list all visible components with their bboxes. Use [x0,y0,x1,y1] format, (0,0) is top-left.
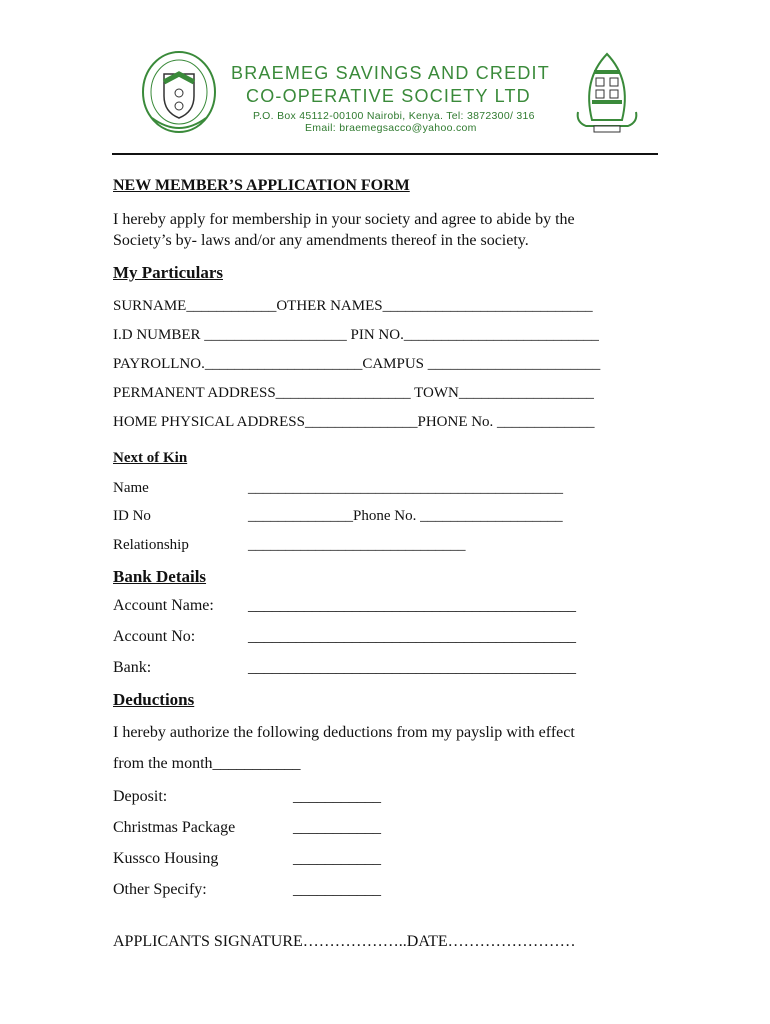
payroll-campus-row[interactable]: PAYROLLNO._____________________CAMPUS _______________________ [113,356,601,372]
bank-label: Bank: [113,659,152,676]
surname-row[interactable]: SURNAME____________OTHER NAMES____________________________ [113,298,593,314]
deposit-label: Deposit: [113,788,168,805]
deductions-month-field[interactable]: from the month___________ [113,755,301,772]
bank-heading: Bank Details [113,567,207,586]
kin-name-field[interactable]: __________________________________________ [248,480,563,496]
other-specify-field[interactable]: ___________ [293,881,381,898]
id-pin-row[interactable]: I.D NUMBER ___________________ PIN NO.__________________________ [113,327,599,343]
bank-field[interactable]: _________________________________________ [248,659,576,676]
home-phone-row[interactable]: HOME PHYSICAL ADDRESS_______________PHONE No. _____________ [113,414,595,430]
other-specify-label: Other Specify: [113,881,207,898]
kin-id-phone-field[interactable]: ______________Phone No. ___________________ [248,508,563,524]
signature-date-line[interactable]: APPLICANTS SIGNATURE………………..DATE…………………… [113,933,576,950]
org-address: P.O. Box 45112-00100 Nairobi, Kenya. Tel: 3872300/ 316 [253,110,535,122]
intro-line-2: Society’s by- laws and/or any amendments thereof in the society. [113,232,529,249]
kin-relationship-label: Relationship [113,537,189,553]
account-name-field[interactable]: _________________________________________ [248,597,576,614]
address-town-row[interactable]: PERMANENT ADDRESS__________________ TOWN__________________ [113,385,594,401]
form-title: NEW MEMBER’S APPLICATION FORM [113,177,410,194]
intro-line-1: I hereby apply for membership in your society and agree to abide by the [113,211,575,228]
deductions-heading: Deductions [113,690,195,709]
next-of-kin-heading: Next of Kin [113,450,188,466]
christmas-package-label: Christmas Package [113,819,236,836]
kussco-housing-label: Kussco Housing [113,850,219,867]
org-name-line2: CO-OPERATIVE SOCIETY LTD [246,86,531,106]
kin-relationship-field[interactable]: _____________________________ [248,537,466,553]
particulars-heading: My Particulars [113,263,223,282]
deductions-text-1: I hereby authorize the following deductions from my payslip with effect [113,724,575,741]
christmas-package-field[interactable]: ___________ [293,819,381,836]
crest-seal-logo [140,48,218,138]
co-op-emblem-logo [572,50,642,136]
org-name-line1: BRAEMEG SAVINGS AND CREDIT [231,63,550,83]
account-no-label: Account No: [113,628,196,645]
kussco-housing-field[interactable]: ___________ [293,850,381,867]
org-email: Email: braemegsacco@yahoo.com [305,122,477,134]
kin-id-label: ID No [113,508,151,524]
account-no-field[interactable]: _________________________________________ [248,628,576,645]
kin-name-label: Name [113,480,149,496]
deposit-field[interactable]: ___________ [293,788,381,805]
account-name-label: Account Name: [113,597,214,614]
header-divider [112,153,658,155]
